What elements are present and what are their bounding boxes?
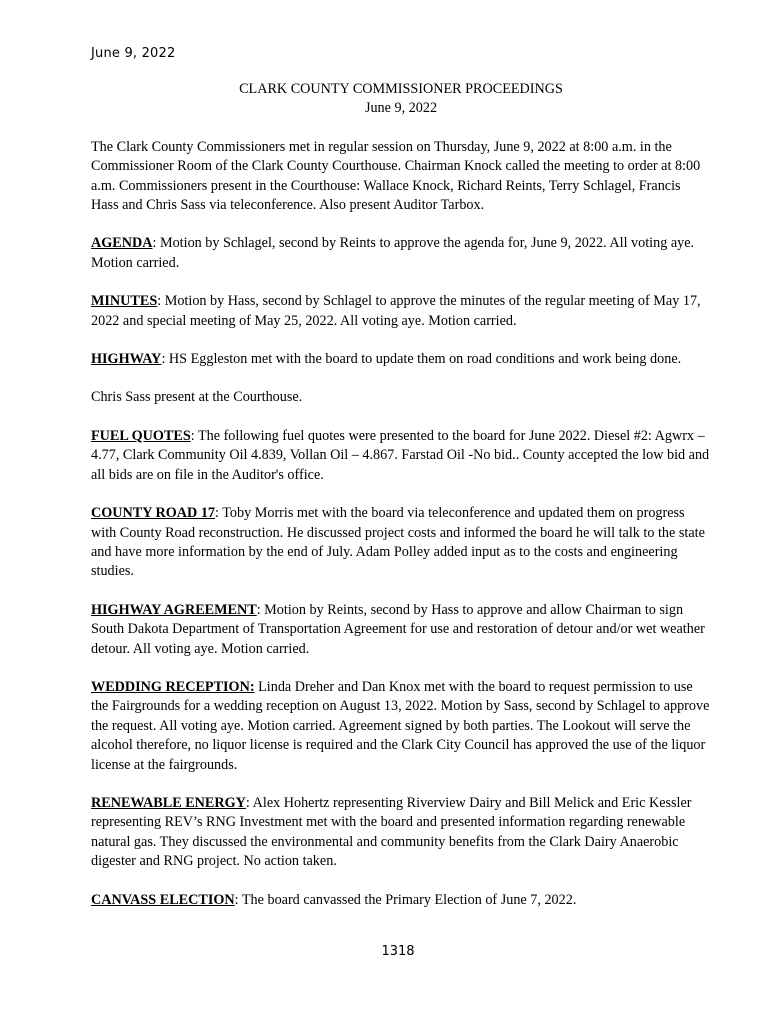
section-canvass-election [91,891,711,910]
section-wedding-reception [91,678,711,775]
sass-present-note: Chris Sass present at the Courthouse. [91,389,303,406]
section-heading-wedding-reception: WEDDING RECEPTION: [91,678,255,695]
section-body-renewable-energy: : Alex Hohertz representing Riverview Dairy and Bill Melick and Eric Kessler representing REV’s RNG Investment met with the board and presented information regarding renewable natural gas. They discussed the environmental and community benefits from the Clark Dairy Anaerobic digester and RNG project. No action taken. [91,794,692,870]
document-title [91,80,711,119]
section-body-fuel-quotes: : The following fuel quotes were presented to the board for June 2022. Diesel #2: Agwrx – 4.77, Clark Community Oil 4.839, Vollan Oil – 4.867. Farstad Oil -No bid.. County accepted the low bid and all bids are on file in the Auditor's office. [91,427,710,483]
section-minutes [91,292,711,331]
section-heading-renewable-energy: RENEWABLE ENERGY [91,794,246,811]
section-fuel-quotes [91,427,711,485]
intro-paragraph: The Clark County Commissioners met in regular session on Thursday, June 9, 2022 at 8:00 a.m. in the Commissioner Room of the Clark County Courthouse. Chairman Knock called the meeting to order at 8:00 a.m. Commissioners present in the Courthouse: Wallace Knock, Richard Reints, Terry Schlagel, Francis Hass and Chris Sass via teleconference. Also present Auditor Tarbox. [91,138,701,214]
section-body-wedding-reception: Linda Dreher and Dan Knox met with the board to request permission to use the Fairgrounds for a wedding reception on August 13, 2022. Motion by Sass, second by Schlagel to approve the request. All voting aye. Motion carried. Agreement signed by both parties. The Lookout will serve the alcohol therefore, no liquor license is required and the Clark City Council has approved the use of the liquor license at the fairgrounds. [91,678,710,773]
section-renewable-energy [91,794,711,872]
section-heading-canvass-election: CANVASS ELECTION [91,891,235,908]
section-body-county-road: : Toby Morris met with the board via teleconference and updated them on progress with County Road reconstruction. He discussed project costs and informed the board he will talk to the state and have more information by the end of July. Adam Polley added input as to the costs and engineering studies. [91,505,705,580]
section-heading-highway-agreement: HIGHWAY AGREEMENT [91,601,257,618]
title-line-1: CLARK COUNTY COMMISSIONER PROCEEDINGS [239,81,563,97]
section-county-road [91,504,711,582]
title-line-2: June 9, 2022 [364,100,438,117]
section-heading-highway: HIGHWAY [91,351,162,368]
section-heading-agenda: AGENDA [91,235,153,252]
section-heading-fuel-quotes: FUEL QUOTES [91,427,191,444]
section-body-highway-agreement: : Motion by Reints, second by Hass to approve and allow Chairman to sign South Dakota Department of Transportation Agreement for use and restoration of detour and/or wet weather detour. All voting aye. Motion carried. [91,601,705,657]
section-body-agenda: : Motion by Schlagel, second by Reints to approve the agenda for, June 9, 2022. All voting aye. Motion carried. [91,235,695,271]
section-agenda [91,234,711,273]
section-heading-minutes: MINUTES [91,293,158,310]
page-number: 1318 [381,944,415,959]
section-heading-county-road: COUNTY ROAD 17 [91,505,216,522]
section-body-highway: : HS Eggleston met with the board to update them on road conditions and work being done. [161,351,682,368]
section-body-minutes: : Motion by Hass, second by Schlagel to approve the minutes of the regular meeting of May 17, 2022 and special meeting of May 25, 2022. All voting aye. Motion carried. [91,293,701,329]
section-highway [91,350,711,369]
document-body [91,80,711,929]
section-highway-agreement [91,601,711,659]
section-body-canvass-election: : The board canvassed the Primary Election of June 7, 2022. [234,891,577,908]
header-date: June 9, 2022 [91,46,176,61]
